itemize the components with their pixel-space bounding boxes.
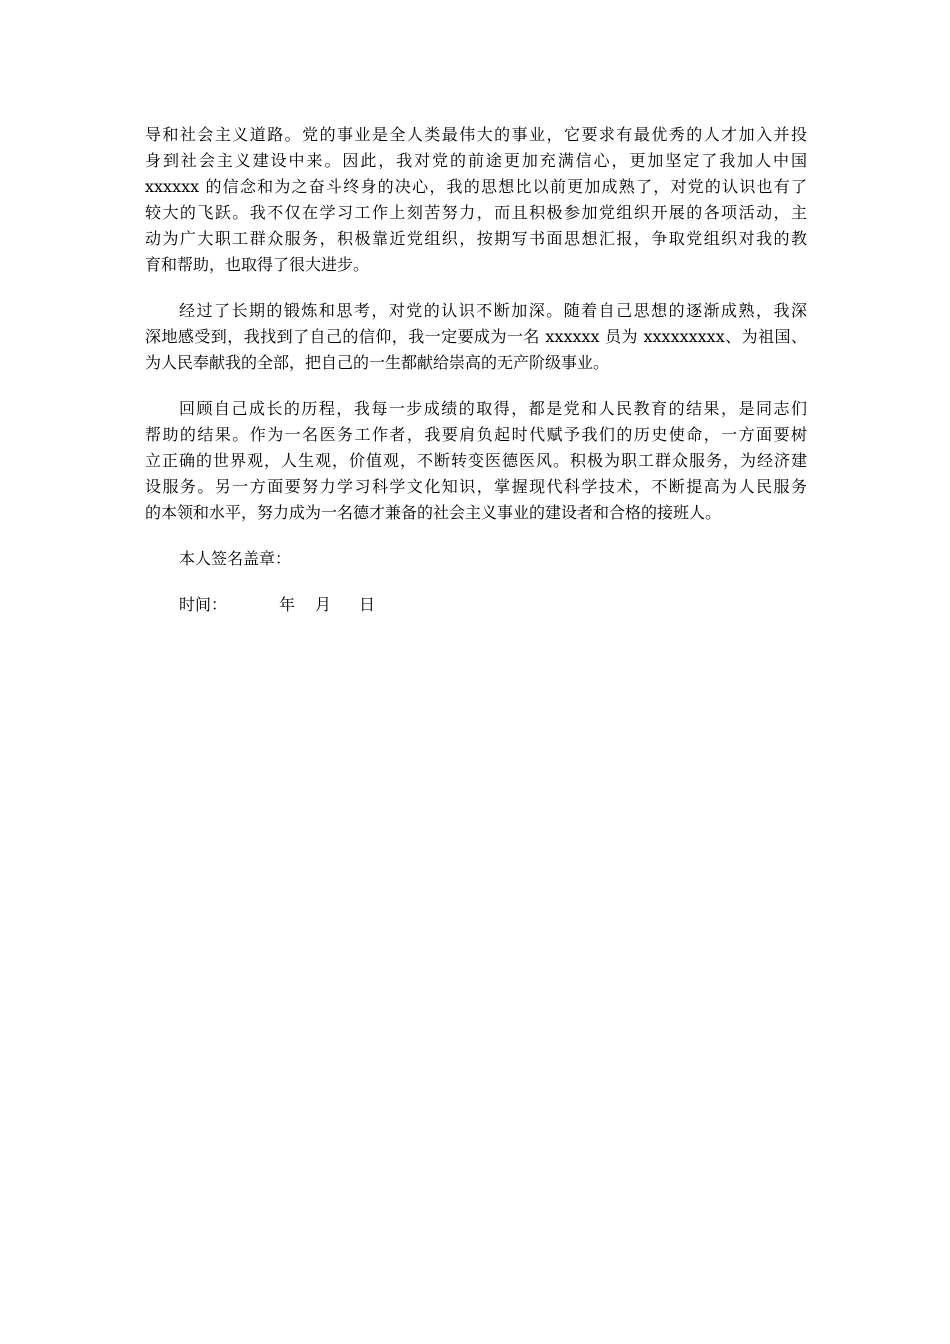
signature-label: 本人签名盖章： (179, 549, 292, 568)
paragraph-1 (145, 122, 807, 278)
paragraph-line: 回顾自己成长的历程，我每一步成绩的取得，都是党和人民教育的结果，是同志们 (179, 399, 807, 418)
paragraph-line: xxxxxx 的信念和为之奋斗终身的决心，我的思想比以前更加成熟了，对党的认识也有了 (145, 177, 807, 196)
paragraph-2 (145, 298, 807, 376)
paragraph-line: 深地感受到，我找到了自己的信仰，我一定要成为一名 xxxxxx 员为 xxxxxxxxx、为祖国、 (145, 327, 807, 346)
date-line (145, 592, 807, 618)
paragraph-line: 经过了长期的锻炼和思考，对党的认识不断加深。随着自己思想的逐渐成熟，我深 (179, 301, 807, 320)
paragraph-line: 较大的飞跃。我不仅在学习工作上刻苦努力，而且积极参加党组织开展的各项活动，主 (145, 203, 807, 222)
paragraph-line: 动为广大职工群众服务，积极靠近党组织，按期写书面思想汇报，争取党组织对我的教 (145, 229, 807, 248)
paragraph-line: 为人民奉献我的全部，把自己的一生都献给崇高的无产阶级事业。 (145, 353, 610, 372)
paragraph-line: 帮助的结果。作为一名医务工作者，我要肩负起时代赋予我们的历史使命，一方面要树 (145, 425, 807, 444)
paragraph-line: 导和社会主义道路。党的事业是全人类最伟大的事业，它要求有最优秀的人才加入并投 (145, 125, 807, 144)
signature-line (145, 546, 807, 572)
paragraph-line: 设服务。另一方面要努力学习科学文化知识，掌握现代科学技术，不断提高为人民服务 (145, 477, 807, 496)
paragraph-line: 育和帮助，也取得了很大进步。 (145, 255, 370, 274)
year-label: 年 (279, 595, 296, 614)
paragraph-3 (145, 396, 807, 526)
document-page (145, 122, 807, 618)
paragraph-line: 立正确的世界观，人生观，价值观，不断转变医德医风。积极为职工群众服务，为经济建 (145, 451, 807, 470)
paragraph-line: 的本领和水平，努力成为一名德才兼备的社会主义事业的建设者和合格的接班人。 (145, 503, 722, 522)
paragraph-line: 身到社会主义建设中来。因此，我对党的前途更加充满信心，更加坚定了我加人中国 (145, 151, 807, 170)
date-label: 时间： (179, 595, 228, 614)
day-label: 日 (359, 595, 376, 614)
month-label: 月 (315, 595, 332, 614)
